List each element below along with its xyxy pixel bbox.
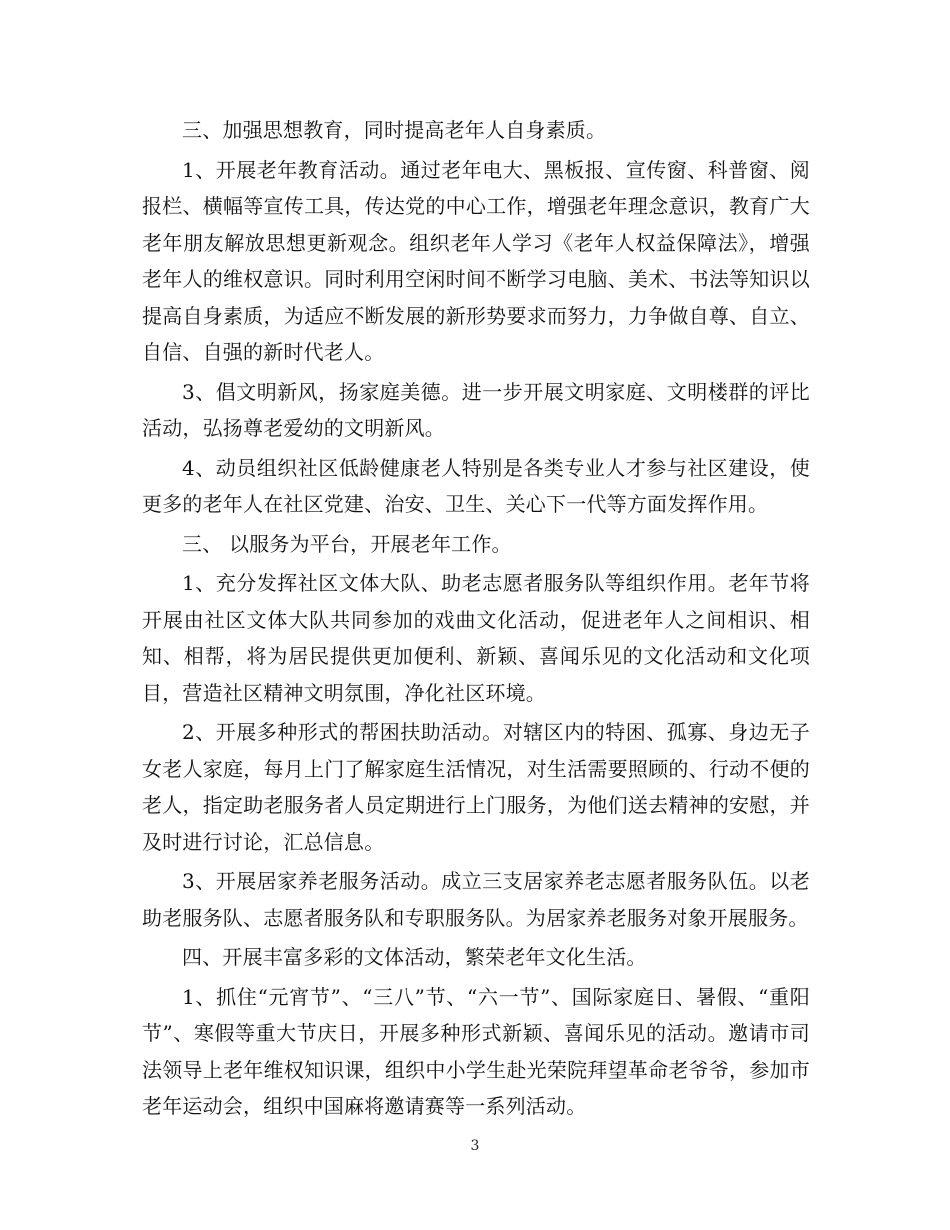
paragraph-assistance-activities: 2、开展多种形式的帮困扶助活动。对辖区内的特困、孤寡、身边无子女老人家庭，每月上门了解家庭生活情况，对生活需要照顾的、行动不便的老人，指定助老服务者人员定期进行上门服务，为他们送去精神的安慰，并及时进行讨论，汇总信息。 xyxy=(142,720,810,854)
paragraph-mobilize-elders: 4、动员组织社区低龄健康老人特别是各类专业人才参与社区建设，使更多的老年人在社区党建、治安、卫生、关心下一代等方面发挥作用。 xyxy=(142,455,810,516)
paragraph-cultural-groups: 1、充分发挥社区文体大队、助老志愿者服务队等组织作用。老年节将开展由社区文体大队共同参加的戏曲文化活动，促进老年人之间相识、相知、相帮，将为居民提供更加便利、新颖、喜闻乐见的文化活动和文化项目，营造社区精神文明氛围，净化社区环境。 xyxy=(142,571,810,705)
paragraph-elder-education: 1、开展老年教育活动。通过老年电大、黑板报、宣传窗、科普窗、阅报栏、横幅等宣传工具，传达党的中心工作，增强老年理念意识，教育广大老年朋友解放思想更新观念。组织老年人学习《老年人权益保障法》，增强老年人的维权意识。同时利用空闲时间不断学习电脑、美术、书法等知识以提高自身素质，为适应不断发展的新形势要求而努力，力争做自尊、自立、自信、自强的新时代老人。 xyxy=(142,157,810,364)
paragraph-civilized-customs: 3、倡文明新风，扬家庭美德。进一步开展文明家庭、文明楼群的评比活动，弘扬尊老爱幼的文明新风。 xyxy=(142,379,810,440)
section-heading-3-service: 三、 以服务为平台，开展老年工作。 xyxy=(182,531,512,556)
document-body xyxy=(142,112,810,1128)
section-heading-4-culture: 四、开展丰富多彩的文体活动，繁荣老年文化生活。 xyxy=(182,945,647,969)
paragraph-home-care-service: 3、开展居家养老服务活动。成立三支居家养老志愿者服务队伍。以老助老服务队、志愿者服务队和专职服务队。为居家养老服务对象开展服务。 xyxy=(142,869,810,930)
page-number: 3 xyxy=(470,1138,480,1154)
section-heading-3-education: 三、加强思想教育，同时提高老年人自身素质。 xyxy=(182,118,607,142)
paragraph-festival-activities: 1、抓住“元宵节”、“三八”节、“六一节”、国际家庭日、暑假、“重阳节”、寒假等重大节庆日，开展多种形式新颖、喜闻乐见的活动。邀请市司法领导上老年维权知识课，组织中小学生赴光荣院拜望革命老爷爷，参加市老年运动会，组织中国麻将邀请赛等一系列活动。 xyxy=(142,984,810,1118)
